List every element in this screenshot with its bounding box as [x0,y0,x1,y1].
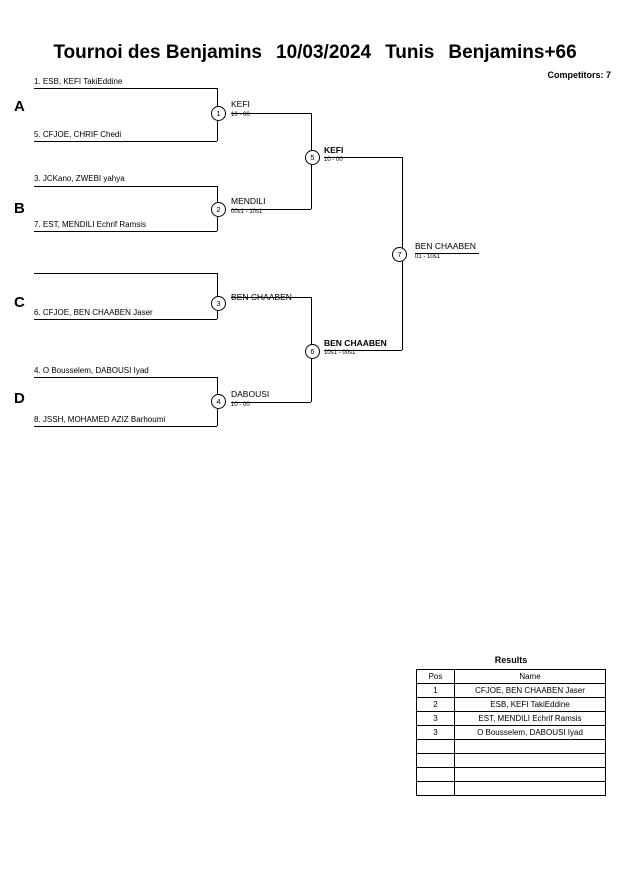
match-number-3: 3 [211,296,226,311]
match-score-1: 10 - 00 [231,112,250,118]
table-row [417,740,606,754]
match-score-6: 10s1 - 00s1 [324,350,356,356]
results-table [416,669,606,796]
seed-entry-7: 7. EST, MENDILI Echrif Ramsis [34,220,147,229]
result-pos: 3 [417,712,455,726]
match-number-4: 4 [211,394,226,409]
result-name [455,768,606,782]
bracket-line [34,141,217,142]
bracket-line [34,377,217,378]
group-letter-c: C [14,294,25,311]
table-row [417,726,606,740]
bracket-line [34,88,217,89]
result-pos: 1 [417,684,455,698]
match-winner-5: KEFI [324,145,344,155]
result-name: EST, MENDILI Echrif Ramsis [455,712,606,726]
match-number-5: 5 [305,150,320,165]
match-score-5: 10 - 00 [324,157,343,163]
tournament-location: Tunis [385,42,435,63]
match-number-1: 1 [211,106,226,121]
result-name: CFJOE, BEN CHAABEN Jaser [455,684,606,698]
seed-entry-8: 8. JSSH, MOHAMED AZIZ Barhoumi [34,415,166,424]
bracket-line [34,231,217,232]
table-row [417,712,606,726]
result-pos [417,782,455,796]
seed-entry-4: 4. O Bousselem, DABOUSI Iyad [34,366,149,375]
table-row [417,782,606,796]
match-number-2: 2 [211,202,226,217]
table-row [417,684,606,698]
bracket-line [34,319,217,320]
match-number-6: 6 [305,344,320,359]
results-header-row [417,670,606,684]
tournament-date: 10/03/2024 [276,42,372,63]
seed-entry-5: 5. CFJOE, CHRIF Chedi [34,130,122,139]
results-col-name: Name [455,670,606,684]
match-winner-3: BEN CHAABEN [231,292,292,302]
competitors-count: Competitors: 7 [547,70,611,80]
result-pos: 3 [417,726,455,740]
result-name [455,754,606,768]
result-pos [417,754,455,768]
result-name [455,740,606,754]
result-pos [417,768,455,782]
match-winner-4: DABOUSI [231,389,270,399]
tournament-category: Benjamins+66 [448,42,577,63]
match-score-7: 01 - 10s1 [415,254,441,260]
seed-entry-6: 6. CFJOE, BEN CHAABEN Jaser [34,308,153,317]
group-letter-d: D [14,390,25,407]
bracket-line [34,186,217,187]
result-name: O Bousselem, DABOUSI Iyad [455,726,606,740]
seed-entry-1: 1. ESB, KEFI TakiEddine [34,77,123,86]
seed-entry-3: 3. JCKano, ZWEBI yahya [34,174,125,183]
match-winner-2: MENDILI [231,196,266,206]
table-row [417,768,606,782]
result-pos: 2 [417,698,455,712]
result-name [455,782,606,796]
bracket-line [34,273,217,274]
tournament-name: Tournoi des Benjamins [53,42,262,63]
match-winner-7: BEN CHAABEN [415,241,476,251]
table-row [417,698,606,712]
result-pos [417,740,455,754]
table-row [417,754,606,768]
results-section [416,655,606,796]
match-score-2: 00s1 - 10s1 [231,209,263,215]
match-number-7: 7 [392,247,407,262]
bracket-line [34,426,217,427]
match-winner-6: BEN CHAABEN [324,338,387,348]
results-col-pos: Pos [417,670,455,684]
match-winner-1: KEFI [231,99,250,109]
match-score-4: 10 - 00 [231,402,250,408]
group-letter-b: B [14,200,25,217]
result-name: ESB, KEFI TakiEddine [455,698,606,712]
group-letter-a: A [14,98,25,115]
results-title: Results [494,655,528,665]
